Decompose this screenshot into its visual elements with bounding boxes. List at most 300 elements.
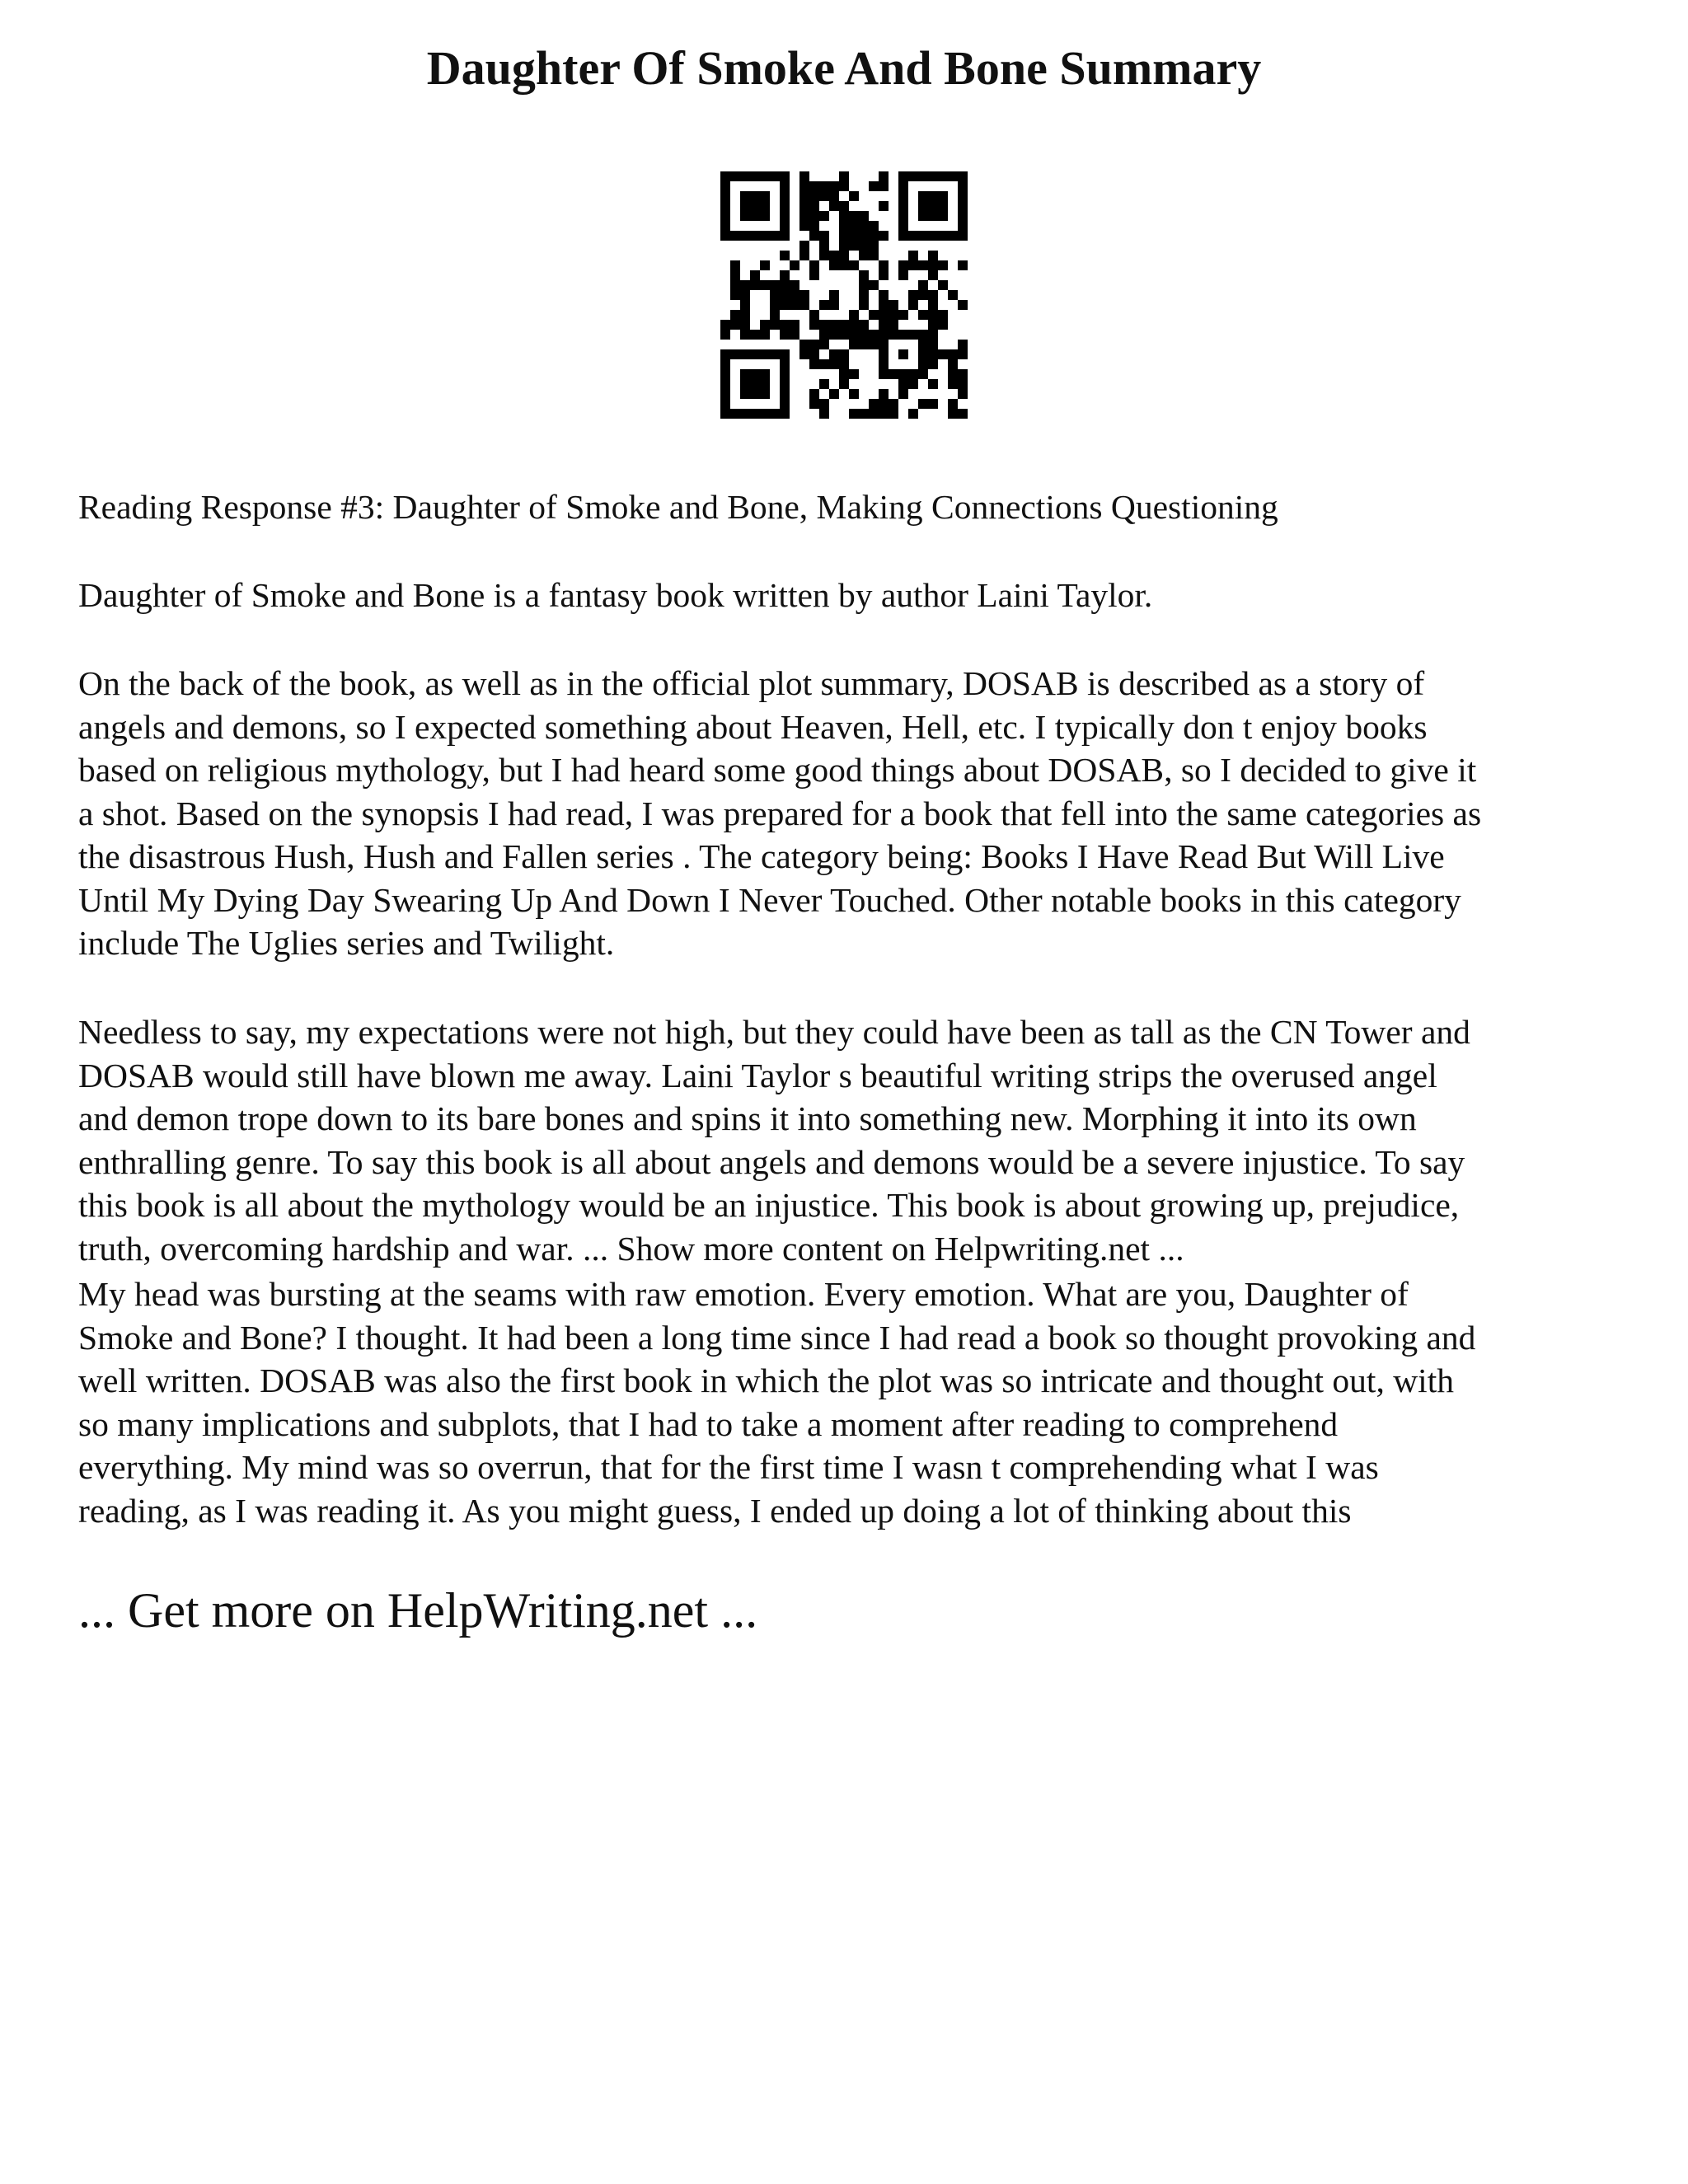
- qr-module: [720, 231, 730, 241]
- text-line: DOSAB would still have blown me away. Laini Taylor s beautiful writing strips the overused angel: [78, 1056, 1437, 1094]
- qr-module: [809, 320, 819, 330]
- qr-module: [908, 409, 918, 419]
- qr-module: [760, 191, 770, 201]
- qr-module: [879, 260, 889, 270]
- qr-module: [770, 171, 780, 181]
- qr-module: [750, 270, 760, 280]
- qr-module: [859, 270, 869, 280]
- qr-module: [879, 399, 889, 409]
- text-line: well written. DOSAB was also the first book in which the plot was so intricate and thought out, with: [78, 1361, 1454, 1399]
- qr-module: [730, 320, 740, 330]
- qr-module: [839, 320, 849, 330]
- qr-module: [720, 389, 730, 399]
- qr-module: [859, 251, 869, 260]
- qr-module: [770, 231, 780, 241]
- qr-module: [938, 171, 948, 181]
- qr-module: [780, 300, 790, 310]
- qr-module: [730, 280, 740, 290]
- qr-module: [720, 399, 730, 409]
- qr-module: [839, 330, 849, 340]
- qr-module: [740, 320, 750, 330]
- qr-module: [809, 221, 819, 231]
- qr-module: [760, 409, 770, 419]
- qr-module: [849, 330, 859, 340]
- qr-module: [780, 181, 790, 191]
- qr-module: [809, 359, 819, 369]
- qr-module: [829, 191, 839, 201]
- qr-module: [938, 349, 948, 359]
- qr-module: [819, 359, 829, 369]
- qr-module: [809, 349, 819, 359]
- qr-module: [760, 260, 770, 270]
- qr-module: [928, 320, 938, 330]
- qr-module: [819, 409, 829, 419]
- qr-module: [780, 409, 790, 419]
- qr-module: [879, 359, 889, 369]
- qr-module: [869, 280, 879, 290]
- qr-module: [799, 201, 809, 211]
- qr-module: [809, 310, 819, 320]
- qr-module: [730, 349, 740, 359]
- qr-module: [829, 320, 839, 330]
- qr-module: [760, 211, 770, 221]
- qr-module: [918, 399, 928, 409]
- qr-module: [760, 349, 770, 359]
- qr-module: [819, 300, 829, 310]
- qr-module: [918, 201, 928, 211]
- qr-module: [770, 349, 780, 359]
- qr-module: [740, 389, 750, 399]
- qr-module: [928, 201, 938, 211]
- qr-module: [780, 359, 790, 369]
- qr-module: [958, 340, 968, 349]
- qr-module: [928, 300, 938, 310]
- qr-module: [908, 330, 918, 340]
- qr-module: [898, 260, 908, 270]
- text-line: angels and demons, so I expected something about Heaven, Hell, etc. I typically don t enjoy books: [78, 707, 1428, 746]
- qr-module: [809, 191, 819, 201]
- qr-module: [928, 231, 938, 241]
- qr-module: [928, 340, 938, 349]
- qr-module: [730, 310, 740, 320]
- qr-module: [898, 379, 908, 389]
- qr-module: [799, 300, 809, 310]
- qr-module: [790, 290, 799, 300]
- qr-module: [760, 280, 770, 290]
- qr-module: [928, 251, 938, 260]
- qr-module: [760, 231, 770, 241]
- qr-module: [839, 260, 849, 270]
- qr-module: [879, 171, 889, 181]
- qr-module: [819, 379, 829, 389]
- qr-module: [829, 330, 839, 340]
- qr-module: [799, 181, 809, 191]
- qr-module: [879, 330, 889, 340]
- qr-module: [839, 171, 849, 181]
- text-line: everything. My mind was so overrun, that for the first time I wasn t comprehending what I was: [78, 1448, 1379, 1486]
- qr-module: [948, 290, 958, 300]
- qr-module: [780, 399, 790, 409]
- qr-module: [869, 251, 879, 260]
- qr-module: [839, 181, 849, 191]
- qr-module: [829, 389, 839, 399]
- qr-module: [760, 369, 770, 379]
- qr-module: [849, 221, 859, 231]
- get-more-link[interactable]: ... Get more on HelpWriting.net ...: [78, 1583, 758, 1638]
- qr-module: [889, 300, 898, 310]
- qr-module: [750, 211, 760, 221]
- qr-module: [750, 201, 760, 211]
- qr-module: [770, 310, 780, 320]
- qr-module: [780, 389, 790, 399]
- qr-module: [898, 310, 908, 320]
- qr-module: [948, 399, 958, 409]
- text-line: so many implications and subplots, that I had to take a moment after reading to comprehend: [78, 1404, 1339, 1443]
- qr-module: [839, 369, 849, 379]
- qr-module: [760, 320, 770, 330]
- qr-module: [740, 280, 750, 290]
- qr-module: [720, 171, 730, 181]
- qr-module: [770, 290, 780, 300]
- qr-module: [898, 330, 908, 340]
- qr-module: [849, 241, 859, 251]
- qr-module: [918, 349, 928, 359]
- qr-module: [869, 399, 879, 409]
- qr-module: [730, 260, 740, 270]
- qr-module: [799, 221, 809, 231]
- qr-module: [809, 260, 819, 270]
- qr-module: [740, 349, 750, 359]
- qr-module: [928, 191, 938, 201]
- qr-module: [859, 409, 869, 419]
- text-line: My head was bursting at the seams with raw emotion. Every emotion. What are you, Daughter of: [78, 1275, 1409, 1313]
- qr-module: [918, 211, 928, 221]
- qr-module: [928, 359, 938, 369]
- qr-module: [780, 349, 790, 359]
- qr-module: [948, 231, 958, 241]
- qr-module: [829, 201, 839, 211]
- qr-module: [780, 221, 790, 231]
- qr-module: [918, 290, 928, 300]
- text-line: a shot. Based on the synopsis I had read, I was prepared for a book that fell into the same categories as: [78, 794, 1482, 832]
- qr-module: [879, 270, 889, 280]
- qr-module: [730, 171, 740, 181]
- qr-module: [928, 290, 938, 300]
- qr-module: [809, 211, 819, 221]
- qr-module: [958, 231, 968, 241]
- qr-module: [790, 280, 799, 290]
- qr-module: [790, 330, 799, 340]
- qr-module: [780, 231, 790, 241]
- qr-module: [819, 251, 829, 260]
- qr-module: [780, 211, 790, 221]
- qr-module: [750, 379, 760, 389]
- qr-module: [839, 201, 849, 211]
- qr-module: [958, 409, 968, 419]
- qr-module: [859, 231, 869, 241]
- text-line: reading, as I was reading it. As you might guess, I ended up doing a lot of thinking about this: [78, 1491, 1352, 1530]
- qr-module: [829, 349, 839, 359]
- text-line: this book is all about the mythology would be an injustice. This book is about growing up, prejudice,: [78, 1186, 1460, 1224]
- qr-module: [958, 191, 968, 201]
- qr-module: [770, 300, 780, 310]
- qr-module: [938, 201, 948, 211]
- text-line: include The Uglies series and Twilight.: [78, 924, 615, 962]
- text-line: enthralling genre. To say this book is all about angels and demons would be a severe injustice. To say: [78, 1142, 1465, 1181]
- qr-module: [809, 340, 819, 349]
- qr-module: [799, 290, 809, 300]
- text-line: On the back of the book, as well as in the official plot summary, DOSAB is described as a story of: [78, 664, 1425, 702]
- qr-module: [730, 231, 740, 241]
- qr-module: [869, 231, 879, 241]
- qr-module: [869, 330, 879, 340]
- qr-module: [908, 231, 918, 241]
- qr-module: [879, 409, 889, 419]
- qr-module: [799, 340, 809, 349]
- expectations-paragraph: [78, 1010, 1628, 1270]
- qr-module: [819, 340, 829, 349]
- qr-module: [740, 191, 750, 201]
- qr-module: [938, 231, 948, 241]
- qr-module: [879, 320, 889, 330]
- qr-module: [750, 191, 760, 201]
- qr-module: [898, 211, 908, 221]
- qr-module: [780, 280, 790, 290]
- qr-module: [928, 349, 938, 359]
- qr-module: [898, 349, 908, 359]
- qr-module: [869, 409, 879, 419]
- qr-module: [898, 389, 908, 399]
- qr-module: [849, 231, 859, 241]
- qr-module: [898, 201, 908, 211]
- qr-module: [889, 310, 898, 320]
- qr-module: [809, 231, 819, 241]
- qr-module: [849, 340, 859, 349]
- qr-module: [849, 191, 859, 201]
- qr-module: [928, 379, 938, 389]
- qr-module: [948, 409, 958, 419]
- qr-module: [829, 181, 839, 191]
- qr-module: [938, 260, 948, 270]
- qr-module: [760, 201, 770, 211]
- qr-module: [819, 191, 829, 201]
- emotion-paragraph: [78, 1272, 1628, 1532]
- qr-module: [879, 340, 889, 349]
- qr-module: [780, 171, 790, 181]
- qr-module: [750, 330, 760, 340]
- qr-module: [720, 349, 730, 359]
- qr-module: [958, 211, 968, 221]
- qr-module: [839, 211, 849, 221]
- qr-module: [918, 369, 928, 379]
- qr-module: [790, 260, 799, 270]
- qr-module: [889, 399, 898, 409]
- qr-module: [869, 181, 879, 191]
- qr-module: [799, 211, 809, 221]
- qr-module: [958, 260, 968, 270]
- qr-module: [879, 231, 889, 241]
- qr-module: [928, 171, 938, 181]
- qr-module: [750, 349, 760, 359]
- qr-module: [819, 241, 829, 251]
- qr-module: [889, 330, 898, 340]
- qr-module: [918, 231, 928, 241]
- qr-module: [839, 221, 849, 231]
- qr-module: [750, 409, 760, 419]
- qr-module: [829, 251, 839, 260]
- qr-module: [898, 270, 908, 280]
- qr-module: [809, 270, 819, 280]
- qr-module: [908, 300, 918, 310]
- text-line: Smoke and Bone? I thought. It had been a long time since I had read a book so thought provoking and: [78, 1318, 1476, 1357]
- qr-module: [958, 181, 968, 191]
- qr-module: [740, 211, 750, 221]
- qr-module: [869, 310, 879, 320]
- qr-module: [948, 369, 958, 379]
- qr-module: [730, 409, 740, 419]
- qr-module: [770, 280, 780, 290]
- qr-module: [760, 171, 770, 181]
- qr-module: [780, 191, 790, 201]
- text-line: the disastrous Hush, Hush and Fallen series . The category being: Books I Have Read But Will Live: [78, 837, 1445, 875]
- qr-module: [908, 290, 918, 300]
- text-line: based on religious mythology, but I had heard some good things about DOSAB, so I decided to give it: [78, 751, 1477, 789]
- qr-module: [879, 349, 889, 359]
- qr-module: [720, 211, 730, 221]
- qr-module: [750, 389, 760, 399]
- qr-module: [898, 231, 908, 241]
- text-line: and demon trope down to its bare bones and spins it into something new. Morphing it into its own: [78, 1099, 1417, 1137]
- qr-module: [859, 290, 869, 300]
- qr-module: [928, 270, 938, 280]
- qr-module: [799, 191, 809, 201]
- qr-module: [809, 399, 819, 409]
- qr-module: [958, 300, 968, 310]
- qr-module: [958, 221, 968, 231]
- qr-module: [859, 211, 869, 221]
- qr-module: [829, 359, 839, 369]
- qr-module: [898, 221, 908, 231]
- qr-module: [740, 231, 750, 241]
- qr-module: [730, 270, 740, 280]
- qr-module: [958, 349, 968, 359]
- qr-module: [879, 300, 889, 310]
- qr-module: [839, 251, 849, 260]
- qr-module: [720, 320, 730, 330]
- qr-module: [879, 310, 889, 320]
- qr-module: [839, 231, 849, 241]
- qr-module: [839, 349, 849, 359]
- qr-module: [780, 270, 790, 280]
- qr-module: [849, 369, 859, 379]
- qr-module: [839, 241, 849, 251]
- qr-module: [740, 330, 750, 340]
- qr-module: [849, 409, 859, 419]
- qr-module: [928, 310, 938, 320]
- reading-response-heading: [78, 485, 1628, 529]
- qr-module: [859, 300, 869, 310]
- qr-module: [898, 171, 908, 181]
- qr-module: [720, 359, 730, 369]
- qr-module: [740, 379, 750, 389]
- qr-module: [859, 340, 869, 349]
- qr-module: [740, 300, 750, 310]
- qr-module: [928, 330, 938, 340]
- qr-module: [740, 290, 750, 300]
- qr-module: [958, 171, 968, 181]
- qr-module: [958, 201, 968, 211]
- text-line: Needless to say, my expectations were not high, but they could have been as tall as the CN Tower and: [78, 1013, 1470, 1051]
- qr-module: [849, 211, 859, 221]
- qr-module: [809, 389, 819, 399]
- qr-module: [879, 201, 889, 211]
- qr-module: [829, 260, 839, 270]
- qr-module: [889, 369, 898, 379]
- qr-module: [918, 310, 928, 320]
- qr-module: [898, 369, 908, 379]
- qr-module: [760, 389, 770, 399]
- qr-module: [869, 221, 879, 231]
- qr-module: [799, 349, 809, 359]
- qr-module: [928, 399, 938, 409]
- qr-module: [849, 310, 859, 320]
- qr-module: [859, 320, 869, 330]
- qr-module: [819, 231, 829, 241]
- qr-module: [928, 211, 938, 221]
- qr-module: [908, 379, 918, 389]
- qr-module: [740, 409, 750, 419]
- qr-module: [918, 280, 928, 290]
- qr-module: [958, 369, 968, 379]
- qr-module: [720, 181, 730, 191]
- qr-module: [908, 369, 918, 379]
- qr-module: [750, 231, 760, 241]
- qr-module: [938, 280, 948, 290]
- qr-module: [898, 191, 908, 201]
- qr-module: [720, 369, 730, 379]
- qr-module: [859, 280, 869, 290]
- qr-module: [750, 369, 760, 379]
- page-title: Daughter Of Smoke And Bone Summary: [426, 41, 1262, 95]
- qr-module: [780, 290, 790, 300]
- qr-module: [720, 330, 730, 340]
- qr-module: [799, 251, 809, 260]
- qr-module: [869, 241, 879, 251]
- qr-module: [770, 409, 780, 419]
- qr-module: [760, 330, 770, 340]
- qr-module: [948, 359, 958, 369]
- qr-module: [720, 379, 730, 389]
- qr-module: [760, 379, 770, 389]
- qr-module: [720, 191, 730, 201]
- text-line: truth, overcoming hardship and war. ... Show more content on Helpwriting.net ...: [78, 1229, 1184, 1268]
- qr-module: [898, 181, 908, 191]
- qr-module: [938, 191, 948, 201]
- qr-module: [879, 369, 889, 379]
- qr-module: [809, 181, 819, 191]
- back-of-book-paragraph: [78, 662, 1628, 965]
- qr-module: [780, 201, 790, 211]
- qr-module: [750, 280, 760, 290]
- qr-module: [809, 201, 819, 211]
- qr-module: [720, 409, 730, 419]
- qr-module: [879, 181, 889, 191]
- qr-module: [918, 340, 928, 349]
- qr-module: [859, 221, 869, 231]
- qr-module: [799, 171, 809, 181]
- qr-module: [819, 181, 829, 191]
- qr-code-icon: [720, 171, 968, 419]
